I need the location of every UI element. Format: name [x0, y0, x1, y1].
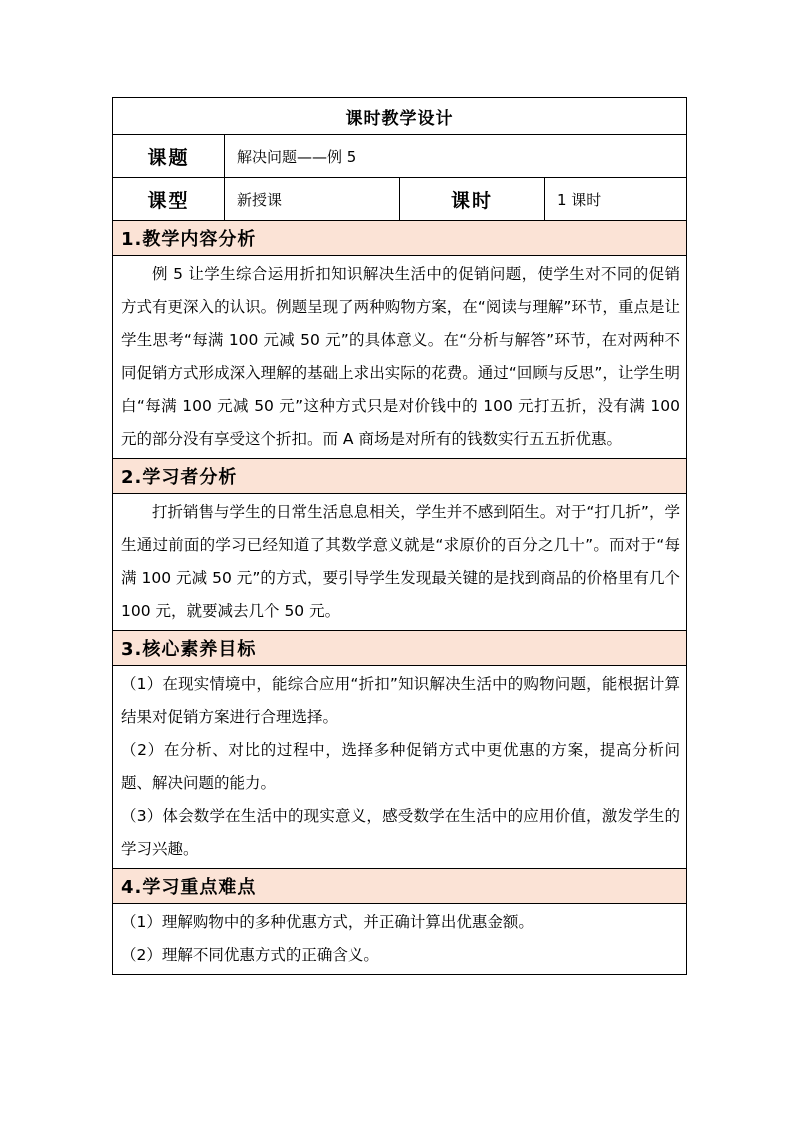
list-item: （1）理解购物中的多种优惠方式，并正确计算出优惠金额。 [121, 913, 534, 931]
paragraph: 例 5 让学生综合运用折扣知识解决生活中的促销问题，使学生对不同的促销方式有更深入的认识。例题呈现了两种购物方案，在“阅读与理解”环节，重点是让学生思考“每满 100 元减 50 元”的具体意义。在“分析与解答”环节，在对两种不同促销方式形成深入理解的基础上求出实际的花费。通过“回顾与反思”，让学生明白“每满 100 元减 50 元”这种方式只是对价钱中的 100 元打五折，没有满 100 元的部分没有享受这个折扣。而 A 商场是对所有的钱数实行五五折优惠。 [121, 265, 680, 448]
section-heading: 2.学习者分析 [113, 459, 687, 494]
list-item: （2）在分析、对比的过程中，选择多种促销方式中更优惠的方案，提高分析问题、解决问题的能力。 [121, 741, 680, 792]
section-body [113, 494, 687, 631]
section-2-header-row [113, 459, 687, 494]
list-item: （1）在现实情境中，能综合应用“折扣”知识解决生活中的购物问题，能根据计算结果对促销方案进行合理选择。 [121, 675, 680, 726]
section-1-header-row [113, 221, 687, 256]
section-1-body-row [113, 256, 687, 459]
section-3-body-row [113, 666, 687, 869]
period-value: 1 课时 [545, 178, 687, 221]
section-body [113, 904, 687, 975]
type-row [113, 178, 687, 221]
section-heading: 1.教学内容分析 [113, 221, 687, 256]
topic-row [113, 135, 687, 178]
title-row [113, 98, 687, 135]
period-label: 课时 [400, 178, 545, 221]
topic-value: 解决问题——例 5 [225, 135, 687, 178]
section-body [113, 666, 687, 869]
topic-label: 课题 [113, 135, 225, 178]
section-body [113, 256, 687, 459]
lesson-plan-sheet [112, 97, 686, 975]
type-value: 新授课 [225, 178, 400, 221]
section-4-header-row [113, 869, 687, 904]
list-item: （2）理解不同优惠方式的正确含义。 [121, 946, 379, 964]
section-2-body-row [113, 494, 687, 631]
list-item: （3）体会数学在生活中的现实意义，感受数学在生活中的应用价值，激发学生的学习兴趣。 [121, 807, 680, 858]
section-4-body-row [113, 904, 687, 975]
paragraph: 打折销售与学生的日常生活息息相关，学生并不感到陌生。对于“打几折”，学生通过前面的学习已经知道了其数学意义就是“求原价的百分之几十”。而对于“每满 100 元减 50 元”的方式，要引导学生发现最关键的是找到商品的价格里有几个 100 元，就要减去几个 50 元。 [121, 503, 680, 620]
section-heading: 4.学习重点难点 [113, 869, 687, 904]
section-heading: 3.核心素养目标 [113, 631, 687, 666]
lesson-plan-table [112, 97, 687, 975]
section-3-header-row [113, 631, 687, 666]
document-title: 课时教学设计 [113, 98, 687, 135]
type-label: 课型 [113, 178, 225, 221]
